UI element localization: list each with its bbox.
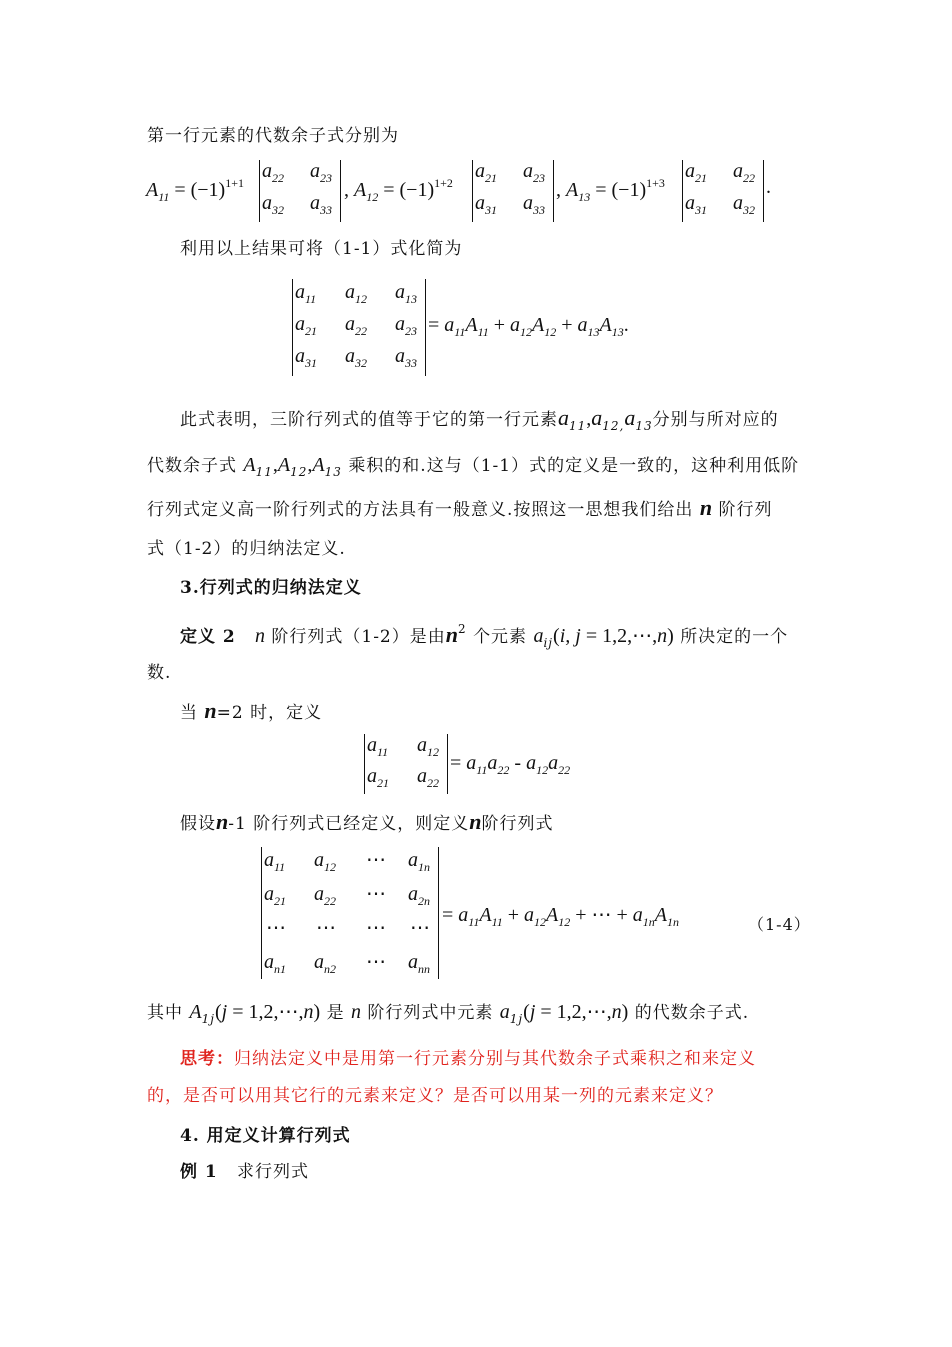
paragraph-explanation-1: 此式表明，三阶行列式的值等于它的第一行元素$a_{11},a_{12,}a_{13}$分别与所对应的 <box>180 405 779 433</box>
assumption: 假设n-1 阶行列式已经定义，则定义n阶行列式 <box>180 809 554 834</box>
think-question-2: 的，是否可以用其它行的元素来定义？是否可以用某一列的元素来定义？ <box>147 1086 723 1106</box>
minor-determinant: $a_{21}$ $a_{23}$ $a_{31}$ $a_{33}$ <box>472 160 554 222</box>
think-question-1: 思考：归纳法定义中是用第一行元素分别与其代数余子式乘积之和来定义 <box>180 1049 756 1069</box>
minor-determinant: $a_{22}$ $a_{23}$ $a_{32}$ $a_{33}$ <box>259 160 341 222</box>
equation-tag: （1-4） <box>748 915 811 934</box>
paragraph-explanation-4: 式（1-2）的归纳法定义. <box>147 539 346 559</box>
definition-2: 定义 2 n 阶行列式（1-2）是由$n^2$ 个元素 $a_{ij}(i$, j = 1,2,⋯,n) 所决定的一个 <box>180 622 789 650</box>
minor-determinant: $a_{21}$ $a_{22}$ $a_{31}$ $a_{32}$ <box>682 160 764 222</box>
paragraph-explanation-3: 行列式定义高一阶行列式的方法具有一般意义.按照这一思想我们给出 n 阶行列 <box>147 495 773 520</box>
third-order-determinant: $a_{11}$ $a_{12}$ $a_{13}$ $a_{21}$ $a_{22}$ $a_{23}$ $a_{31}$ $a_{32}$ $a_{33}$ <box>292 279 426 376</box>
paragraph-explanation-2: 代数余子式 $A_{11},A_{12},A_{13}$ 乘积的和.这与（1-1）式的定义是一致的，这种利用低阶 <box>147 454 800 479</box>
section-heading-3: 3.行列式的归纳法定义 <box>180 578 362 598</box>
paragraph-cofactor-intro: 第一行元素的代数余子式分别为 <box>147 126 399 146</box>
case-n2: 当 n=2 时，定义 <box>180 698 323 723</box>
second-order-determinant: $a_{11}$ $a_{12}$ $a_{21}$ $a_{22}$ <box>364 734 448 794</box>
section-heading-4: 4. 用定义计算行列式 <box>180 1126 351 1146</box>
definition-2-end: 数. <box>147 663 172 683</box>
paragraph-simplify: 利用以上结果可将（1-1）式化简为 <box>180 239 463 259</box>
cofactor-note: 其中 $A_{1j}(j$ = 1,2,⋯,n) 是 n 阶行列式中元素 $a_{1j}(j$ = 1,2,⋯,n) 的代数余子式. <box>147 1001 750 1026</box>
example-1: 例 1 求行列式 <box>180 1162 309 1182</box>
nth-order-determinant: $a_{11}$ $a_{12}$ ⋯ $a_{1n}$ $a_{21}$ $a_{22}$ ⋯ $a_{2n}$ ⋯ ⋯ ⋯ ⋯ $a_{n1}$ $a_{n2}$ ⋯ $a_{nn}$ <box>261 847 439 979</box>
